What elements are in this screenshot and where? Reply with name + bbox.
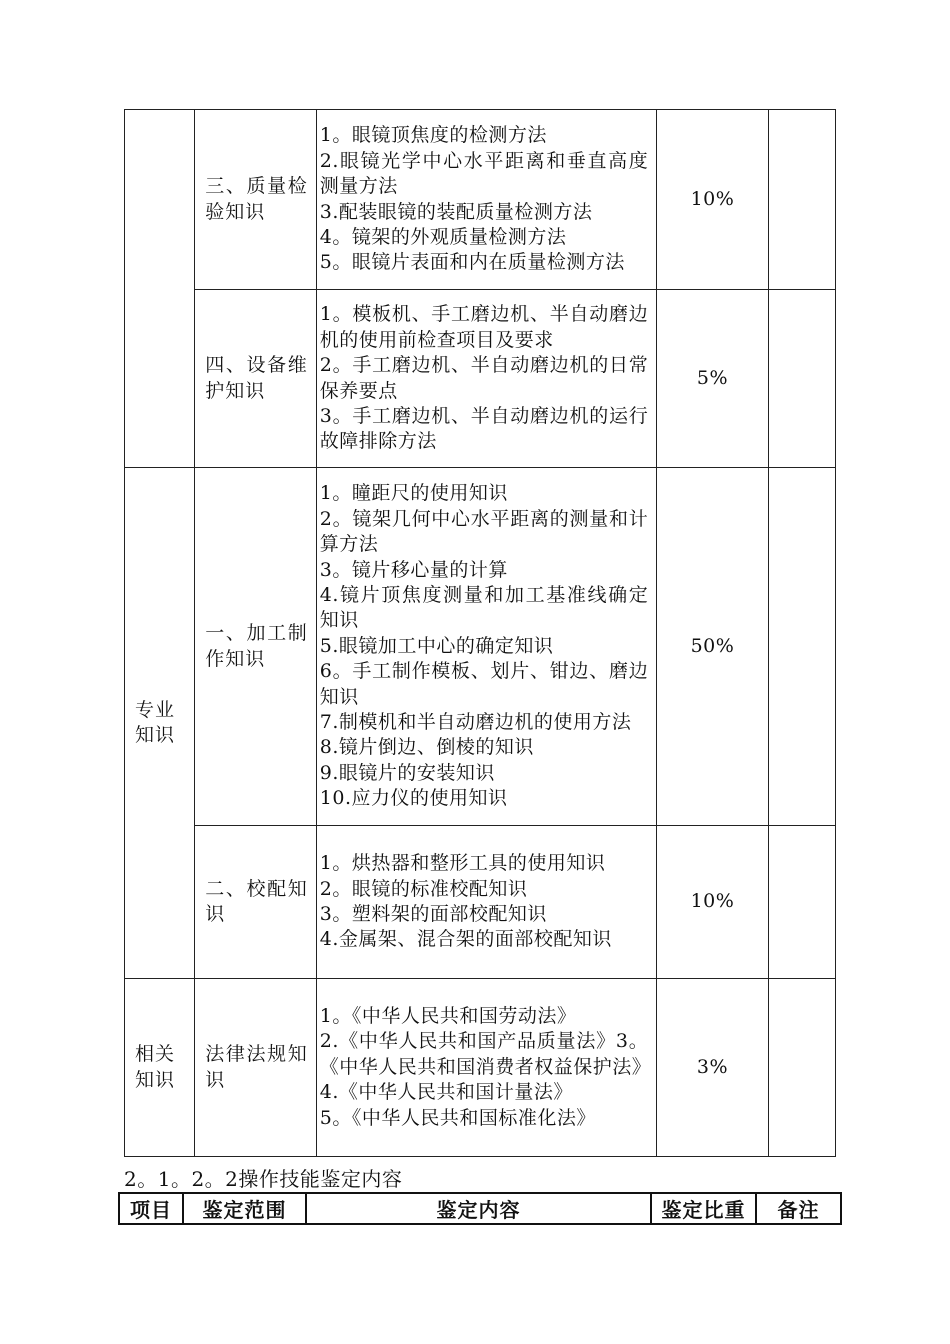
header-note: 备注 (756, 1193, 841, 1224)
section-title: 2。1。2。2操作技能鉴定内容 (124, 1167, 403, 1191)
list-item: 5。《中华人民共和国标准化法》 (319, 1106, 596, 1129)
list-item: 6。手工制作模板、划片、钳边、磨边知识 (319, 660, 649, 708)
scope-cell: 法律法规知识 (195, 979, 317, 1157)
table-row (125, 979, 836, 1157)
list-item: 3.配装眼镜的装配质量检测方法 (319, 200, 593, 223)
header-scope: 鉴定范围 (183, 1193, 306, 1224)
note-cell (768, 110, 835, 290)
list-item: 3。塑料架的面部校配知识 (319, 903, 547, 925)
list-item: 1。眼镜顶焦度的检测方法 (319, 124, 547, 147)
list-item: 9.眼镜片的安装知识 (319, 761, 495, 784)
list-item: 1。瞳距尺的使用知识 (319, 482, 508, 505)
knowledge-table (124, 109, 836, 1157)
list-item: 4.金属架、混合架的面部校配知识 (319, 928, 612, 951)
list-item: 4.镜片顶焦度测量和加工基准线确定知识 (319, 583, 649, 632)
weight-cell: 3% (657, 979, 768, 1157)
list-item: 4。镜架的外观质量检测方法 (319, 225, 567, 248)
note-cell (768, 468, 835, 826)
header-content: 鉴定内容 (306, 1193, 651, 1224)
list-item: 7.制模机和半自动磨边机的使用方法 (319, 711, 632, 734)
content-cell (316, 110, 656, 290)
scope-cell: 二、校配知识 (195, 826, 317, 979)
skill-table-header (118, 1192, 842, 1225)
content-cell (316, 290, 656, 468)
list-item: 2。手工磨边机、半自动磨边机的日常保养要点 (319, 354, 649, 402)
table-row (125, 468, 836, 826)
list-item: 4.《中华人民共和国计量法》 (319, 1081, 573, 1104)
weight-cell: 10% (657, 826, 768, 979)
table-row (125, 110, 836, 290)
scope-cell: 四、设备维护知识 (195, 290, 317, 468)
list-item: 2。镜架几何中心水平距离的测量和计算方法 (319, 507, 649, 556)
category-cell: 相关知识 (125, 979, 195, 1157)
note-cell (768, 290, 835, 468)
weight-cell: 5% (657, 290, 768, 468)
list-item: 2.眼镜光学中心水平距离和垂直高度测量方法 (319, 149, 649, 198)
content-cell (316, 826, 656, 979)
header-weight: 鉴定比重 (651, 1193, 756, 1224)
content-cell (316, 468, 656, 826)
scope-cell: 三、质量检验知识 (195, 110, 317, 290)
weight-cell: 10% (657, 110, 768, 290)
content-cell (316, 979, 656, 1157)
list-item: 10.应力仪的使用知识 (319, 787, 508, 810)
list-item: 5.眼镜加工中心的确定知识 (319, 634, 554, 657)
list-item: 2.《中华人民共和国产品质量法》3。《中华人民共和国消费者权益保护法》 (319, 1030, 652, 1078)
header-project: 项目 (119, 1193, 183, 1224)
category-cell: 专业知识 (125, 468, 195, 979)
list-item: 3。镜片移心量的计算 (319, 558, 508, 581)
table-header-row (119, 1193, 841, 1224)
note-cell (768, 979, 835, 1157)
list-item: 1。模板机、手工磨边机、半自动磨边机的使用前检查项目及要求 (319, 303, 649, 351)
list-item: 1。烘热器和整形工具的使用知识 (319, 852, 606, 875)
table-row (125, 826, 836, 979)
list-item: 5。眼镜片表面和内在质量检测方法 (319, 251, 625, 274)
table-row (125, 290, 836, 468)
weight-cell: 50% (657, 468, 768, 826)
note-cell (768, 826, 835, 979)
list-item: 2。眼镜的标准校配知识 (319, 877, 528, 900)
category-cell (125, 110, 195, 468)
list-item: 8.镜片倒边、倒棱的知识 (319, 736, 534, 759)
scope-cell: 一、加工制作知识 (195, 468, 317, 826)
list-item: 1。《中华人民共和国劳动法》 (319, 1004, 577, 1027)
list-item: 3。手工磨边机、半自动磨边机的运行故障排除方法 (319, 404, 649, 453)
